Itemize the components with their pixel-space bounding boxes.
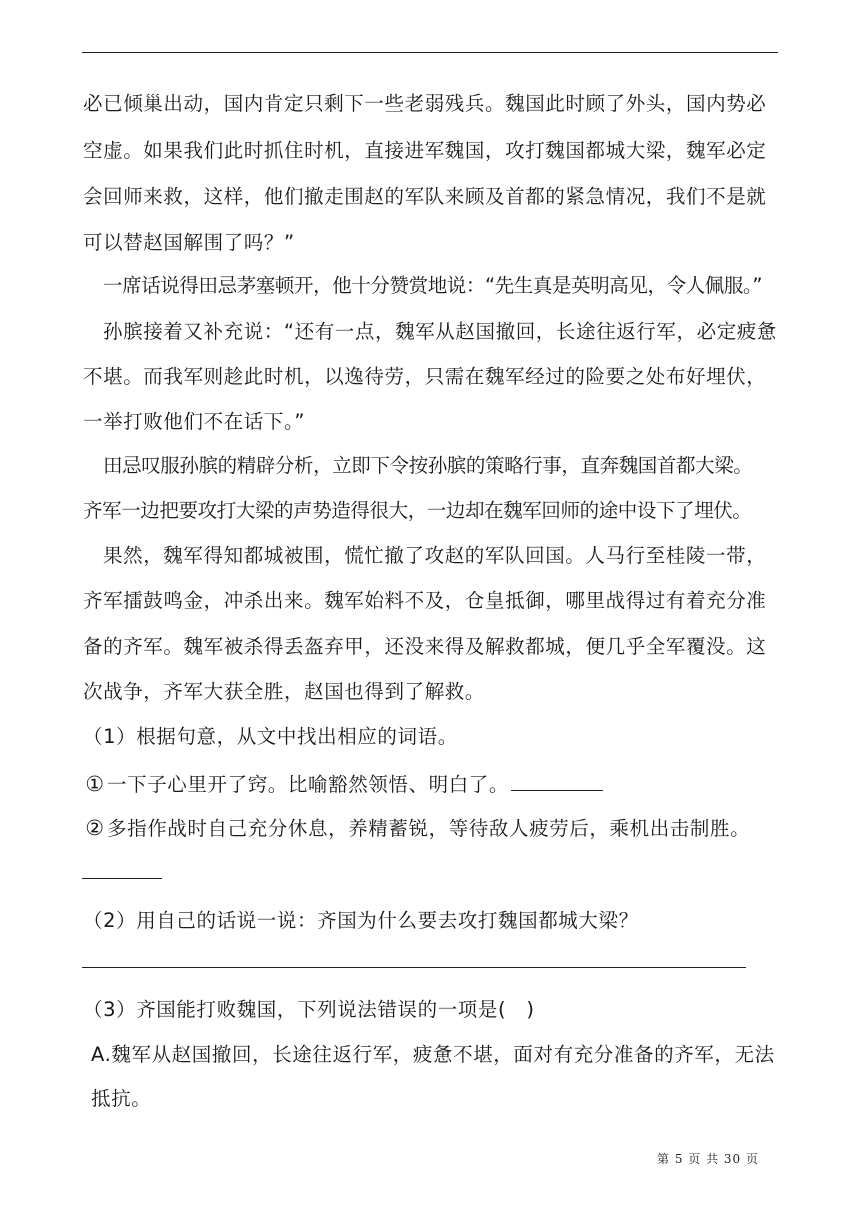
question-3-title: （3）齐国能打败魏国，下列说法错误的一项是( ) [83,998,535,1021]
paragraph-line: 会回师来救，这样，他们撤走围赵的军队来顾及首都的紧急情况，我们不是就 [83,185,767,208]
paragraph-line: 次战争，齐军大获全胜，赵国也得到了解救。 [83,680,486,703]
paragraph-line: 孙膑接着又补充说：“还有一点，魏军从赵国撤回，长途往返行军，必定疲惫 [103,320,778,343]
paragraph-line: 一席话说得田忌茅塞顿开，他十分赞赏地说：“先生真是英明高见，令人佩服。” [103,274,763,297]
answer-blank[interactable] [511,772,603,791]
question-1-item-1 [83,770,603,799]
question-2-title: （2）用自己的话说一说：齐国为什么要去攻打魏国都城大梁？ [83,909,639,932]
question-1-item-2-text: 多指作战时自己充分休息，养精蓄锐，等待敌人疲劳后，乘机出击制胜。 [107,817,751,840]
question-1-item-1-text: 一下子心里开了窍。比喻豁然领悟、明白了。 [107,773,510,796]
question-1-title: （1）根据句意，从文中找出相应的词语。 [83,725,458,748]
question-1-item-2 [83,814,750,843]
question-3-option-a: A.魏军从赵国撤回，长途往返行军，疲惫不堪，面对有充分准备的齐军，无法 [91,1043,775,1066]
header-rule [82,52,778,53]
paragraph-line: 一举打败他们不在话下。” [83,410,306,433]
answer-blank-long[interactable] [82,967,746,968]
circled-number-2: ② [85,816,105,840]
question-3-option-a-cont: 抵抗。 [91,1087,152,1110]
paragraph-line: 可以替赵国解围了吗？” [83,231,295,254]
paragraph-line: 果然，魏军得知都城被围，慌忙撤了攻赵的军队回国。人马行至桂陵一带， [103,544,767,567]
paragraph-line: 空虚。如果我们此时抓住时机，直接进军魏国，攻打魏国都城大梁，魏军必定 [83,139,767,162]
paragraph-line: 齐军一边把要攻打大梁的声势造得很大，一边却在魏军回师的途中设下了埋伏。 [83,499,752,522]
paragraph-line: 齐军擂鼓鸣金，冲杀出来。魏军始料不及，仓皇抵御，哪里战得过有着充分准 [83,589,767,612]
paragraph-line: 备的齐军。魏军被杀得丢盔弃甲，还没来得及解救都城，便几乎全军覆没。这 [83,635,767,658]
answer-blank[interactable] [82,878,162,879]
paragraph-line: 不堪。而我军则趁此时机，以逸待劳，只需在魏军经过的险要之处布好埋伏， [83,365,767,388]
paragraph-line: 必已倾巢出动，国内肯定只剩下一些老弱残兵。魏国此时顾了外头，国内势必 [83,92,767,115]
circled-number-1: ① [85,772,105,796]
paragraph-line: 田忌叹服孙膑的精辟分析，立即下令按孙膑的策略行事，直奔魏国首都大梁。 [103,454,753,477]
page-number: 第 5 页 共 30 页 [657,1152,759,1166]
